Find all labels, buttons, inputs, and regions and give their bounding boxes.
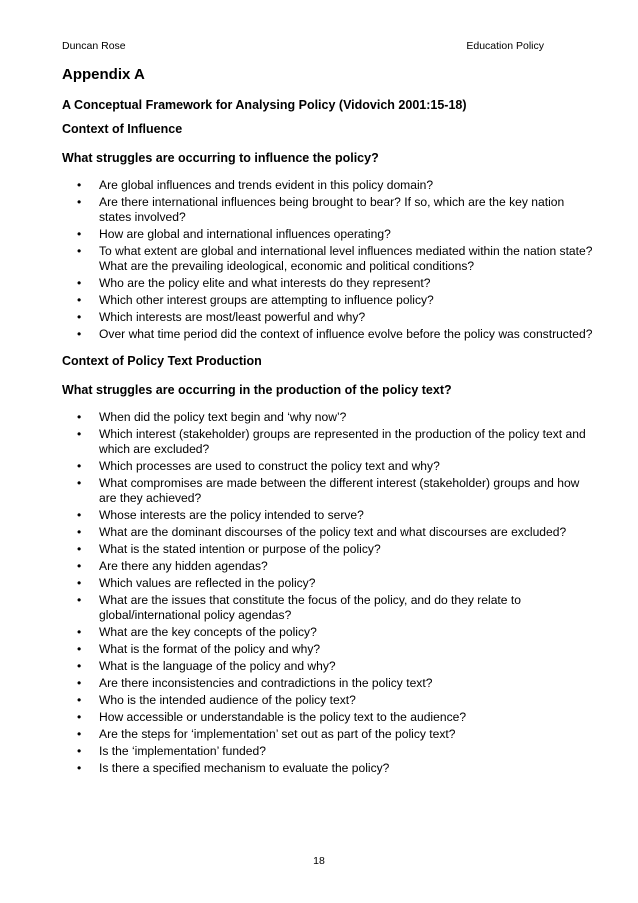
section-influence-question: What struggles are occurring to influence the policy?	[62, 151, 379, 165]
bullet-icon: •	[77, 659, 82, 673]
bullet-item	[62, 727, 594, 742]
bullet-icon: •	[77, 642, 82, 656]
bullet-icon: •	[77, 710, 82, 724]
bullet-text: What are the issues that constitute the focus of the policy, and do they relate to global/international policy agendas?	[99, 593, 521, 622]
bullet-icon: •	[77, 676, 82, 690]
production-bullet-list	[62, 410, 594, 776]
bullet-text: Is there a specified mechanism to evaluate the policy?	[99, 761, 390, 775]
bullet-text: Whose interests are the policy intended to serve?	[99, 508, 364, 522]
bullet-icon: •	[77, 625, 82, 639]
bullet-text: Are there inconsistencies and contradictions in the policy text?	[99, 676, 433, 690]
bullet-text: Which other interest groups are attempting to influence policy?	[99, 293, 434, 307]
bullet-text: What is the stated intention or purpose of the policy?	[99, 542, 381, 556]
bullet-item	[62, 178, 594, 193]
bullet-icon: •	[77, 693, 82, 707]
bullet-icon: •	[77, 593, 82, 607]
bullet-icon: •	[77, 244, 82, 258]
bullet-item	[62, 508, 594, 523]
section-production-title: Context of Policy Text Production	[62, 354, 262, 368]
framework-title: A Conceptual Framework for Analysing Policy (Vidovich 2001:15-18)	[62, 98, 467, 112]
bullet-text: Which interests are most/least powerful and why?	[99, 310, 366, 324]
bullet-text: What are the dominant discourses of the policy text and what discourses are excluded?	[99, 525, 567, 539]
bullet-item	[62, 459, 594, 474]
bullet-item	[62, 676, 594, 691]
header-topic: Education Policy	[466, 40, 544, 52]
page-header	[62, 40, 544, 52]
bullet-text: Which values are reflected in the policy?	[99, 576, 316, 590]
bullet-text: Who are the policy elite and what interests do they represent?	[99, 276, 431, 290]
bullet-icon: •	[77, 178, 82, 192]
bullet-icon: •	[77, 227, 82, 241]
bullet-text: Are the steps for ‘implementation’ set out as part of the policy text?	[99, 727, 456, 741]
bullet-text: How are global and international influences operating?	[99, 227, 391, 241]
bullet-icon: •	[77, 559, 82, 573]
bullet-item	[62, 525, 594, 540]
bullet-text: What are the key concepts of the policy?	[99, 625, 317, 639]
section-influence-title: Context of Influence	[62, 122, 183, 136]
bullet-item	[62, 761, 594, 776]
bullet-icon: •	[77, 727, 82, 741]
bullet-icon: •	[77, 195, 82, 209]
bullet-text: Which processes are used to construct the policy text and why?	[99, 459, 440, 473]
bullet-item	[62, 310, 594, 325]
bullet-text: What is the language of the policy and why?	[99, 659, 336, 673]
bullet-icon: •	[77, 459, 82, 473]
bullet-icon: •	[77, 542, 82, 556]
appendix-title: Appendix A	[62, 66, 145, 83]
bullet-item	[62, 227, 594, 242]
bullet-item	[62, 693, 594, 708]
bullet-item	[62, 542, 594, 557]
bullet-text: Who is the intended audience of the policy text?	[99, 693, 356, 707]
bullet-item	[62, 244, 594, 274]
bullet-item	[62, 195, 594, 225]
header-author: Duncan Rose	[62, 40, 126, 52]
page-content	[62, 66, 594, 778]
bullet-text: How accessible or understandable is the policy text to the audience?	[99, 710, 467, 724]
bullet-text: When did the policy text begin and ‘why now’?	[99, 410, 347, 424]
page-number: 18	[313, 855, 325, 867]
bullet-text: Are global influences and trends evident in this policy domain?	[99, 178, 434, 192]
bullet-icon: •	[77, 476, 82, 490]
bullet-item	[62, 559, 594, 574]
bullet-item	[62, 593, 594, 623]
bullet-text: Are there any hidden agendas?	[99, 559, 268, 573]
bullet-item	[62, 710, 594, 725]
bullet-item	[62, 293, 594, 308]
bullet-text: Over what time period did the context of influence evolve before the policy was constructed?	[99, 327, 593, 341]
bullet-item	[62, 642, 594, 657]
bullet-text: What is the format of the policy and why?	[99, 642, 321, 656]
bullet-icon: •	[77, 276, 82, 290]
bullet-text: Is the ‘implementation’ funded?	[99, 744, 266, 758]
bullet-icon: •	[77, 508, 82, 522]
bullet-icon: •	[77, 327, 82, 341]
bullet-icon: •	[77, 525, 82, 539]
bullet-icon: •	[77, 576, 82, 590]
bullet-icon: •	[77, 744, 82, 758]
bullet-item	[62, 625, 594, 640]
bullet-item	[62, 427, 594, 457]
bullet-item	[62, 659, 594, 674]
bullet-item	[62, 744, 594, 759]
bullet-text: Are there international influences being brought to bear? If so, which are the key nation states involved?	[99, 195, 565, 224]
bullet-item	[62, 327, 594, 342]
bullet-item	[62, 476, 594, 506]
bullet-icon: •	[77, 293, 82, 307]
influence-bullet-list	[62, 178, 594, 342]
bullet-text: What compromises are made between the different interest (stakeholder) groups and how are they achieved?	[99, 476, 580, 505]
bullet-item	[62, 276, 594, 291]
bullet-icon: •	[77, 410, 82, 424]
bullet-icon: •	[77, 310, 82, 324]
bullet-icon: •	[77, 427, 82, 441]
section-production-question: What struggles are occurring in the production of the policy text?	[62, 383, 452, 397]
bullet-text: Which interest (stakeholder) groups are represented in the production of the policy text and which are excluded?	[99, 427, 586, 456]
bullet-item	[62, 410, 594, 425]
bullet-item	[62, 576, 594, 591]
bullet-text: To what extent are global and international level influences mediated within the nation state? What are the prevailing ideological, economic and political conditions?	[99, 244, 593, 273]
bullet-icon: •	[77, 761, 82, 775]
